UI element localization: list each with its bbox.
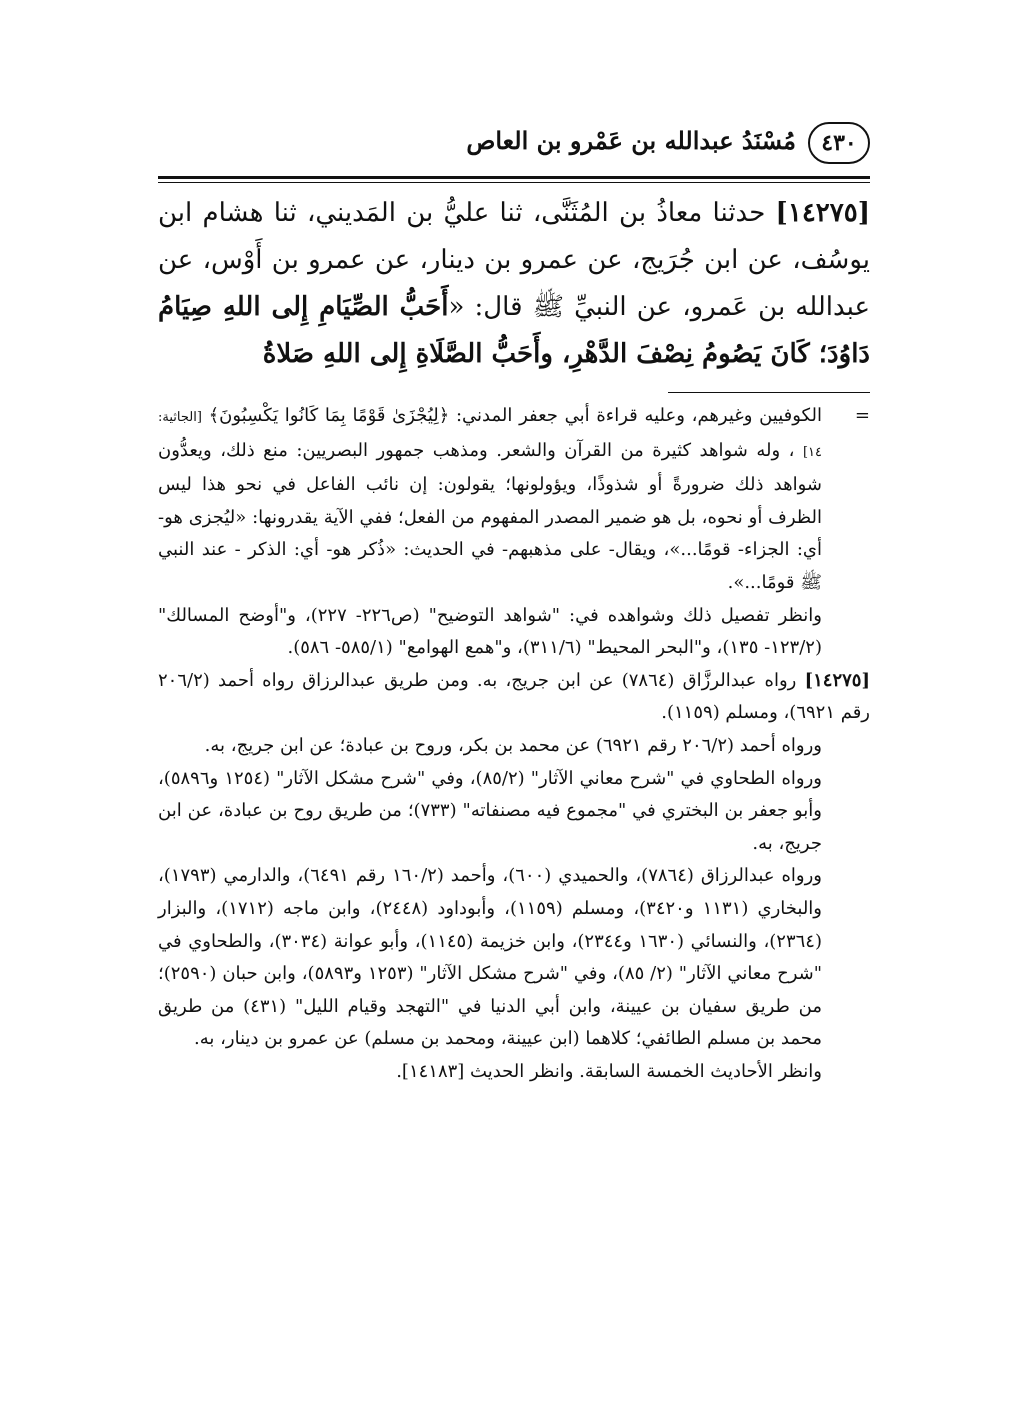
footnotes bbox=[158, 400, 870, 1088]
running-title: مُسْنَدُ عبدالله بن عَمْرو بن العاص bbox=[466, 126, 796, 155]
footnote-note4: ورواه عبدالرزاق (٧٨٦٤)، والحميدي (٦٠٠)، وأحمد (١٦٠/٢ رقم ٦٤٩١)، والدارمي (١٧٩٣)، والبخاري (١١٣١ و٣٤٢٠)، ومسلم (١١٥٩)، وأبوداود (٢٤٤٨)، وابن ماجه (١٧١٢)، والبزار (٢٣٦٤)، والنسائي (١٦٣٠ و٢٣٤٤)، وابن خزيمة (١١٤٥)، وأبو عوانة (٣٠٣٤)، والطحاوي في "شرح معاني الآثار" (٢/ ٨٥)، وفي "شرح مشكل الآثار" (١٢٥٣ و٥٨٩٣)، وابن حبان (٢٥٩٠)؛ من طريق سفيان بن عيينة، وابن أبي الدنيا في "التهجد وقيام الليل" (٤٣١) من طريق محمد بن مسلم الطائفي؛ كلاهما (ابن عيينة، ومحمد بن مسلم) عن عمرو بن دينار، به. bbox=[158, 865, 823, 1050]
hadith-matn: أَحَبُّ الصِّيَامِ إِلى اللهِ صِيَامُ دَاوُدَ؛ كَانَ يَصُومُ نِصْفَ الدَّهْرِ، وأَحَبُّ الصَّلَاةِ إِلى اللهِ صَلاةُ bbox=[158, 292, 870, 369]
page-header bbox=[158, 118, 870, 170]
footnote-note1 bbox=[158, 665, 870, 730]
quran-ref: [الجاثية: ١٤] bbox=[158, 410, 822, 460]
header-rule bbox=[158, 176, 870, 183]
footnote-cont-line1: الكوفيين وغيرهم، وعليه قراءة أبي جعفر المدني: ﴿لِيُجْزَىٰ قَوْمًا بِمَا كَانُوا يَكْسِبُونَ﴾ bbox=[208, 405, 822, 426]
note1-text: رواه عبدالرزَّاق (٧٨٦٤) عن ابن جريج، به. ومن طريق عبدالرزاق رواه أحمد (٢٠٦/٢ رقم ٦٩٢١)، ومسلم (١١٥٩). bbox=[158, 669, 870, 724]
footnote-note2: ورواه أحمد (٢٠٦/٢ رقم ٦٩٢١) عن محمد بن بكر، وروح بن عبادة؛ عن ابن جريج، به. bbox=[204, 734, 822, 756]
footnote-separator bbox=[668, 392, 870, 393]
hadith-isnad: حدثنا معاذُ بن المُثَنَّى، ثنا عليُّ بن المَديني، ثنا هشام ابن يوسُف، عن ابن جُرَيج، عن عمرو بن دينار، عن عمرو بن أَوْس، عن عبدالله بن عَمرو، عن النبيِّ ﷺ قال: « bbox=[158, 198, 870, 322]
hadith-number: [١٤٢٧٥] bbox=[775, 198, 870, 228]
footnote-continuation bbox=[158, 400, 870, 600]
footnote-cont-text: ، وله شواهد كثيرة من القرآن والشعر. ومذهب جمهور البصريين: منع ذلك، ويعدُّون شواهد ذلك ضرورةً أو شذوذًا، ويؤولونها؛ يقولون: إن نائب الفاعل في نحو هذا ليس الظرف أو نحوه، بل هو ضمير المصدر المفهوم من الفعل؛ ففي الآية يقدرونها: «ليُجزى هو- أي: الجزاء- قومًا...»، ويقال- على مذهبهم- في الحديث: «ذُكر هو- أي: الذكر - عند النبي ﷺ قومًا...». bbox=[158, 439, 822, 593]
footnote-note5: وانظر الأحاديث الخمسة السابقة. وانظر الحديث [١٤١٨٣]. bbox=[396, 1060, 822, 1082]
continuation-mark: = bbox=[854, 405, 870, 426]
note-label: [١٤٢٧٥] bbox=[804, 669, 870, 691]
footnote-cont-text2: وانظر تفصيل ذلك وشواهده في: "شواهد التوضيح" (ص٢٢٦- ٢٢٧)، و"أوضح المسالك" (١٢٣/٢- ١٣٥)، و"البحر المحيط" (٣١١/٦)، و"همع الهوامع" (٥٨٥/١- ٥٨٦). bbox=[158, 604, 822, 659]
hadith-paragraph bbox=[158, 190, 870, 378]
footnote-note3: ورواه الطحاوي في "شرح معاني الآثار" (٨٥/٢)، وفي "شرح مشكل الآثار" (١٢٥٤ و٥٨٩٦)، وأبو جعفر بن البختري في "مجموع فيه مصنفاته" (٧٣٣)؛ من طريق روح بن عبادة، عن ابن جريج، به. bbox=[158, 767, 822, 854]
hadith-text bbox=[158, 190, 870, 378]
page-number: ٤٣٠ bbox=[808, 122, 870, 164]
